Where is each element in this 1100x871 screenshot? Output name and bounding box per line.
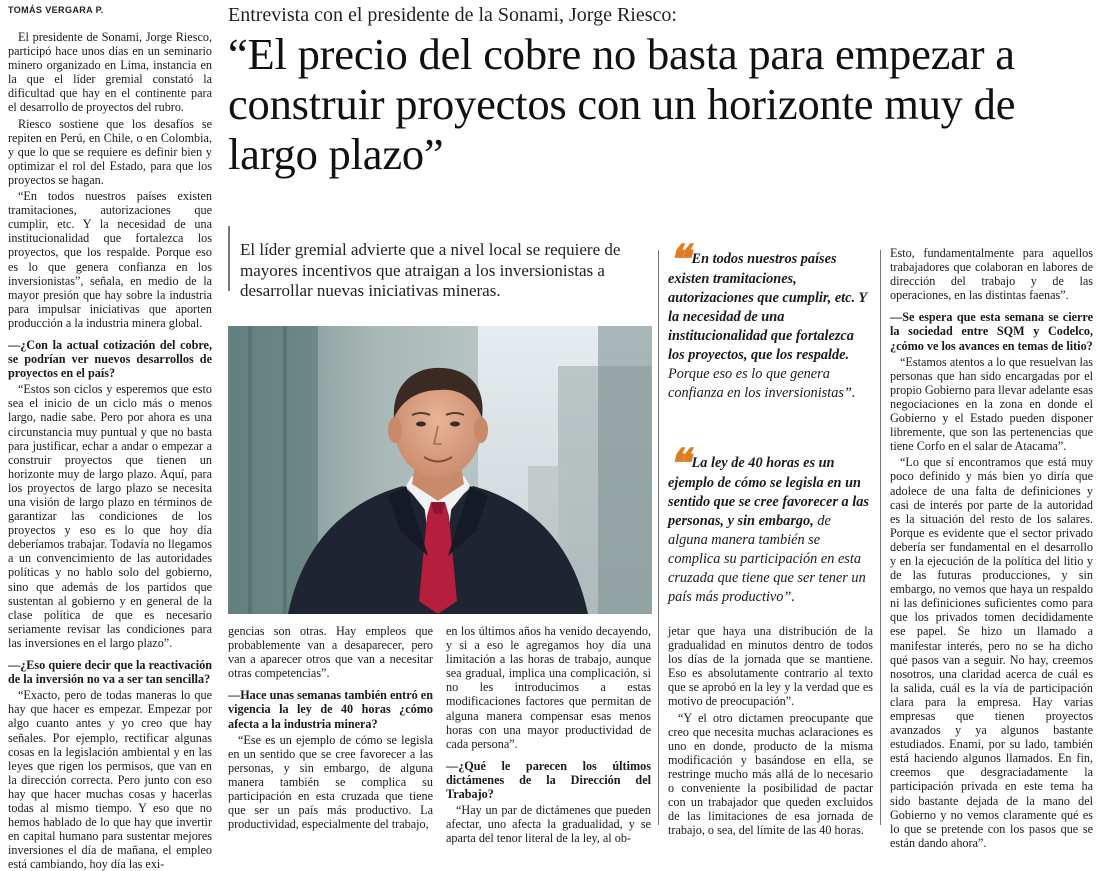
interview-question: —¿Eso quiere decir que la reactivación de la inversión no va a ser tan sencilla? [8, 658, 212, 687]
paragraph: “En todos nuestros países existen tramitaciones, autorizaciones que cumplir, etc. Y la necesidad de una institucionalidad que fortalezca los proyectos, que los respalde. Porque eso es lo que genera confianza en los inversionistas”, señala, en medio de la mayor presión que hay sobre la industria para impulsar iniciativas que aporten producción a la industria minera global. [8, 189, 212, 330]
paragraph: El presidente de Sonami, Jorge Riesco, participó hace unos días en un seminario minero organizado en Lima, instancia en la que el líder gremial constató la dificultad que hay en el continente para el desarrollo de proyectos del rubro. [8, 30, 212, 115]
paragraph: gencias son otras. Hay empleos que probablemente van a desaparecer, pero van a aparecer otros que van a necesitar otras competencias”. [228, 624, 433, 681]
paragraph: Esto, fundamentalmente para aquellos trabajadores que colaboran en labores de dirección del trabajo y de las operaciones, en las distintas faenas”. [890, 246, 1093, 303]
paragraph: jetar que haya una distribución de la gradualidad en minutos dentro de todos los días de la jornada que se mantiene. Eso es absolutamente contrario al texto que se aprobó en la ley y la verdad que es motivo de preocupación”. [668, 624, 873, 709]
pull-quote-bold: En todos nuestros países existen tramitaciones, autorizaciones que cumplir, etc. Y la necesidad de una institucionalidad que fortalezca los proyectos, que los respalde. [668, 251, 867, 363]
column-rule [228, 226, 230, 291]
paragraph: en los últimos años ha venido decayendo, y si a eso le agregamos hoy día una limitación a las horas de trabajo, aunque sea gradual, implica una complicación, si no les introducimos a estas modificaciones factores que permitan de alguna manera compensar esas menos horas con una mayor productividad de cada persona”. [446, 624, 651, 751]
byline: TOMÁS VERGARA P. [8, 5, 104, 15]
bajada: El líder gremial advierte que a nivel local se requiere de mayores incentivos que atraigan a los inversionistas a desarrollar nuevas iniciativas mineras. [240, 240, 621, 300]
column-rule [658, 250, 659, 825]
pull-quote-1 [668, 237, 873, 403]
paragraph: “Estamos atentos a lo que resuelvan las personas que han sido encargadas por el propio Gobierno para llevar adelante esas negociaciones en la zona en donde el Gobierno y el Estado pueden disponer libremente, que son las pertenencias que tiene Corfo en el salar de Atacama”. [890, 354, 1093, 454]
interview-question: —¿Qué le parecen los últimos dictámenes de la Dirección del Trabajo? [446, 758, 651, 802]
paragraph: “Lo que sí encontramos que está muy poco definido y más bien yo diría que adolece de una falta de definiciones y casi de interés por parte de la autoridad es la situación del resto de los salares. Porque es evidente que el sector privado debería ser fundamental en el desarrollo y en la ejecución de la política del litio y de las futuras producciones, y sin embargo, no vemos que haya un respaldo ni las definiciones suficientes como para que los privados tomen decididamente ese papel. Se hizo un llamado a manifestar interés, pero no se ha dicho qué pasos van a seguir. No hay, creemos nosotros, una claridad acerca de cuál es la salida, cuál es la vía de participación clara para la empresa. Hay varias empresas que tienen proyectos avanzados y ya algunos bastante estudiados. Enami, por su lado, también está haciendo algunos llamados. En fin, creemos que desgraciadamente la participación privada en este tema ha sido bastante dejada de la mano del Gobierno y no vemos claramente qué es lo que se pretende con los pasos que se están dando ahora”. [890, 455, 1093, 850]
article-column-5 [890, 246, 1093, 850]
paragraph: Riesco sostiene que los desafíos se repiten en Perú, en Chile, o en Colombia, y que lo que se requiere es definir bien y optimizar el rol del Estado, para que los proyectos se hagan. [8, 116, 212, 187]
portrait-photo [228, 326, 652, 614]
quote-mark-icon: ❝ [668, 237, 684, 282]
paragraph: “Y el otro dictamen preocupante que creo que necesita muchas aclaraciones es uno en donde, producto de la misma modificación y basándose en ella, se restringe mucho más allá de lo necesario o conveniente la posibilidad de pactar con un trabajador que queden excluidos de las limitaciones de esa jornada de trabajo, o sea, del límite de las 40 horas. [668, 710, 873, 838]
portrait-illustration [228, 326, 652, 614]
article-column-1 [8, 30, 212, 871]
pull-quote-rest: Porque eso es lo que genera confianza en los inversionistas”. [668, 366, 856, 401]
pull-quote-2 [668, 441, 873, 607]
article-column-4 [668, 624, 873, 838]
kicker: Entrevista con el presidente de la Sonami, Jorge Riesco: [228, 4, 677, 26]
quote-mark-icon: ❝ [668, 441, 684, 486]
pull-quote-rest: de alguna manera también se complica su participación en esta cruzada que tiene que ser tener un país más productivo”. [668, 513, 866, 605]
paragraph: “Exacto, pero de todas maneras lo que hay que hacer es empezar. Empezar por algo cuanto antes y yo creo que hay señales. Por ejemplo, rectificar algunas cosas en la legislación ambiental y en las leyes que rigen los permisos, que van en la dirección correcta. Pero junto con eso hay que hacer muchas cosas y hacerlas todas al mismo tiempo. Y eso que no hemos hablado de lo que hay que invertir en capital humano para sustentar mejores inversiones el día de mañana, el empleo está cambiando, hoy día las exi- [8, 688, 212, 871]
interview-question: —Hace unas semanas también entró en vigencia la ley de 40 horas ¿cómo afecta a la industria minera? [228, 688, 433, 731]
pull-quote-bold: La ley de 40 horas es un ejemplo de cómo se legisla en un sentido que se cree favorecer a las personas, y sin embargo, [668, 455, 869, 529]
interview-question: —Se espera que esta semana se cierre la sociedad entre SQM y Codelco, ¿cómo ve los avances en temas de litio? [890, 310, 1093, 353]
paragraph: “Hay un par de dictámenes que pueden afectar, uno afecta la gradualidad, y se aparta del tenor literal de la ley, al ob- [446, 803, 651, 846]
interview-question: —¿Con la actual cotización del cobre, se podrían ver nuevos desarrollos de proyectos en el país? [8, 337, 212, 381]
headline: “El precio del cobre no basta para empezar a construir proyectos con un horizonte muy de largo plazo” [228, 29, 1016, 179]
article-column-2 [228, 624, 433, 835]
paragraph: “Estos son ciclos y esperemos que esto sea el inicio de un ciclo más o menos largo, nadie sabe. Pero por ahora es una circunstancia muy puntual y que no basta para justificar, echar a andar o empezar a construir proyectos que tienen un horizonte muy de largo plazo. Aquí, para los proyectos de largo plazo se necesita una visión de largo plazo en términos de garantizar las condiciones de los proyectos y eso es lo que hoy día deberíamos trabajar. Todavía no llegamos a un convencimiento de las autoridades políticas y no hablo solo del gobierno, sino que además de los partidos que sustentan al gobierno y en general de la clase política de que es necesario seriamente revisar las condiciones para las inversiones en el largo plazo”. [8, 382, 212, 650]
paragraph: “Ese es un ejemplo de cómo se legisla en un sentido que se cree favorecer a las personas, y sin embargo, de alguna manera también se complica su participación en esta cruzada que tiene que ser un país más productivo. La productividad, especialmente del trabajo, [228, 732, 433, 832]
article-column-3 [446, 624, 651, 846]
column-rule [880, 250, 881, 825]
